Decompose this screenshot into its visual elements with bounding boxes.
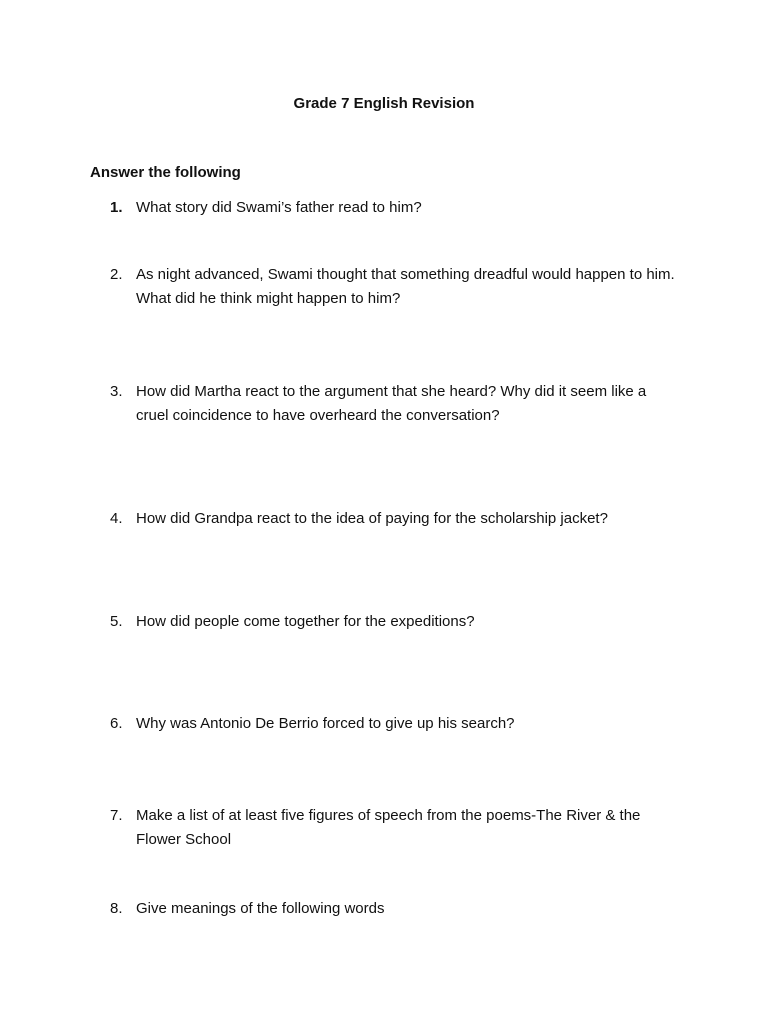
- question-number: 5.: [110, 613, 123, 630]
- question-number: 6.: [110, 715, 123, 732]
- question-number: 4.: [110, 510, 123, 527]
- question-text: How did Martha react to the argument that she heard? Why did it seem like a cruel coincidence to have overheard the conversation?: [136, 383, 647, 424]
- question-item: [110, 897, 680, 921]
- question-item: [110, 196, 680, 220]
- question-number: 8.: [110, 900, 123, 917]
- question-number: 7.: [110, 807, 123, 824]
- question-item: [110, 263, 680, 311]
- question-number: 1.: [110, 199, 123, 216]
- question-item: [110, 712, 680, 736]
- question-number: 2.: [110, 266, 123, 283]
- question-number: 3.: [110, 383, 123, 400]
- question-text: As night advanced, Swami thought that something dreadful would happen to him. What did he think might happen to him?: [136, 266, 675, 307]
- question-text: How did people come together for the expeditions?: [136, 613, 475, 630]
- question-text: Make a list of at least five figures of speech from the poems-The River & the Flower School: [136, 807, 641, 848]
- question-text: What story did Swami’s father read to him?: [136, 199, 422, 216]
- section-heading: Answer the following: [90, 164, 241, 181]
- question-text: Why was Antonio De Berrio forced to give up his search?: [136, 715, 515, 732]
- question-text: Give meanings of the following words: [136, 900, 385, 917]
- question-item: [110, 380, 680, 428]
- question-text: How did Grandpa react to the idea of paying for the scholarship jacket?: [136, 510, 608, 527]
- question-item: [110, 804, 680, 852]
- question-item: [110, 610, 680, 634]
- question-item: [110, 507, 680, 531]
- page-title: Grade 7 English Revision: [293, 95, 475, 112]
